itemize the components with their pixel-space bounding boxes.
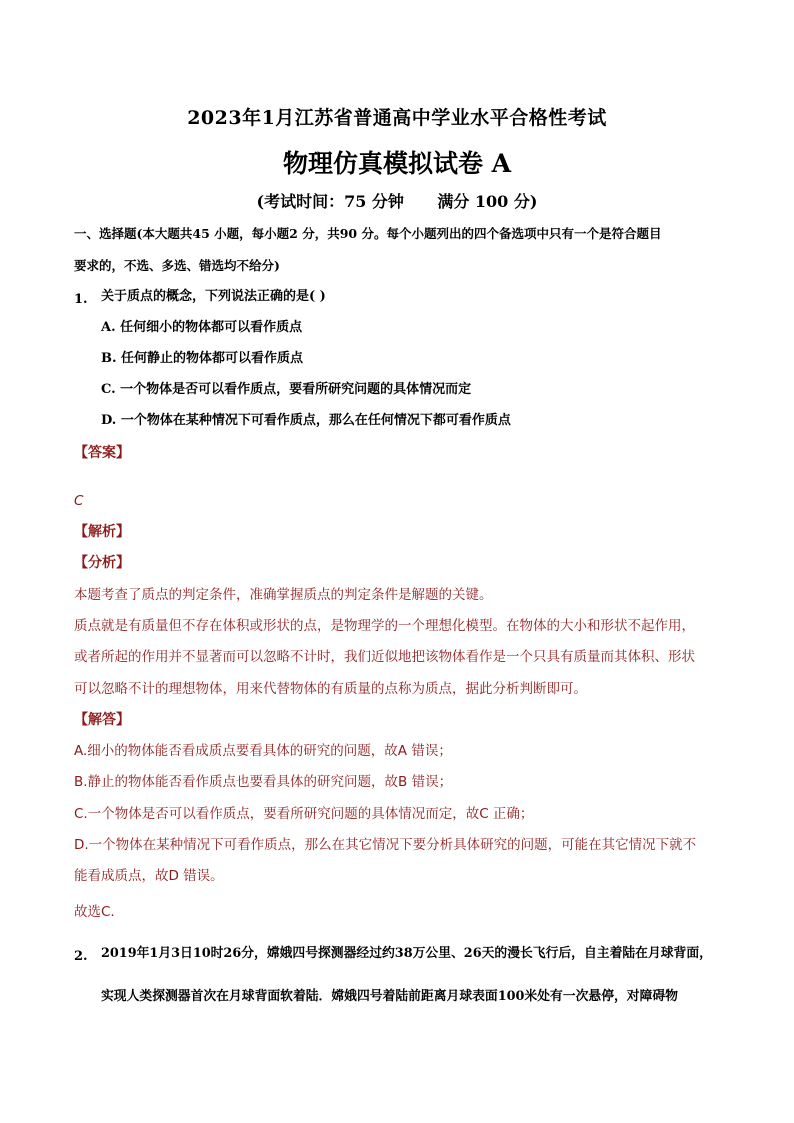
section-instructions-line2: 要求的，不选、多选、错选均不给分) <box>74 258 280 273</box>
question2-line2: 实现人类探测器首次在月球背面软着陆．嫦娥四号着陆前距离月球表面100米处有一次悬停，对障碍物 <box>101 989 678 1004</box>
conclusion: 故选C. <box>74 904 115 920</box>
option-d: D. 一个物体在某种情况下可看作质点，那么在任何情况下都可看作质点 <box>101 413 511 428</box>
fenxi-label: 【分析】 <box>74 555 130 571</box>
answer-value: C <box>74 493 84 509</box>
option-b: B. 任何静止的物体都可以看作质点 <box>101 351 304 366</box>
jieda-label: 【解答】 <box>74 712 130 728</box>
option-a: A. 任何细小的物体都可以看作质点 <box>101 320 303 335</box>
exam-subtitle: 物理仿真模拟试卷 A <box>282 149 512 178</box>
question-number: 2. <box>74 949 88 964</box>
jieda-line: A.细小的物体能否看成质点要看具体的研究的问题，故A 错误； <box>74 743 452 759</box>
fenxi-line: 质点就是有质量但不存在体积或形状的点，是物理学的一个理想化模型。在物体的大小和形状不起作用， <box>74 618 695 634</box>
jieda-line: D.一个物体在某种情况下可看作质点，那么在其它情况下要分析具体研究的问题，可能在其它情况下就不 <box>74 837 697 853</box>
analysis-label: 【解析】 <box>74 524 130 540</box>
question-number: 1. <box>74 292 88 307</box>
jieda-line: B.静止的物体能否看作质点也要看具体的研究问题，故B 错误； <box>74 774 453 790</box>
exam-title: 2023年1月江苏省普通高中学业水平合格性考试 <box>187 107 607 129</box>
answer-label: 【答案】 <box>74 445 130 461</box>
fenxi-line: 本题考查了质点的判定条件，准确掌握质点的判定条件是解题的关键。 <box>74 587 493 603</box>
question2-line1: 2019年1月3日10时26分，嫦娥四号探测器经过约38万公里、26天的漫长飞行后，自主着陆在月球背面， <box>101 946 712 961</box>
section-instructions-line1: 一、选择题(本大题共45 小题，每小题2 分，共90 分。每个小题列出的四个备选项中只有一个是符合题目 <box>74 226 662 241</box>
option-c: C. 一个物体是否可以看作质点，要看所研究问题的具体情况而定 <box>101 382 472 397</box>
jieda-line: C.一个物体是否可以看作质点，要看所研究问题的具体情况而定，故C 正确； <box>74 806 534 822</box>
fenxi-line: 可以忽略不计的理想物体，用来代替物体的有质量的点称为质点，据此分析判断即可。 <box>74 681 587 697</box>
exam-info: (考试时间：75 分钟 满分 100 分) <box>256 192 538 211</box>
jieda-line: 能看成质点，故D 错误。 <box>74 868 224 884</box>
fenxi-line: 或者所起的作用并不显著而可以忽略不计时，我们近似地把该物体看作是一个只具有质量而其体积、形状 <box>74 649 695 665</box>
question-stem: 关于质点的概念，下列说法正确的是( ) <box>101 289 326 304</box>
